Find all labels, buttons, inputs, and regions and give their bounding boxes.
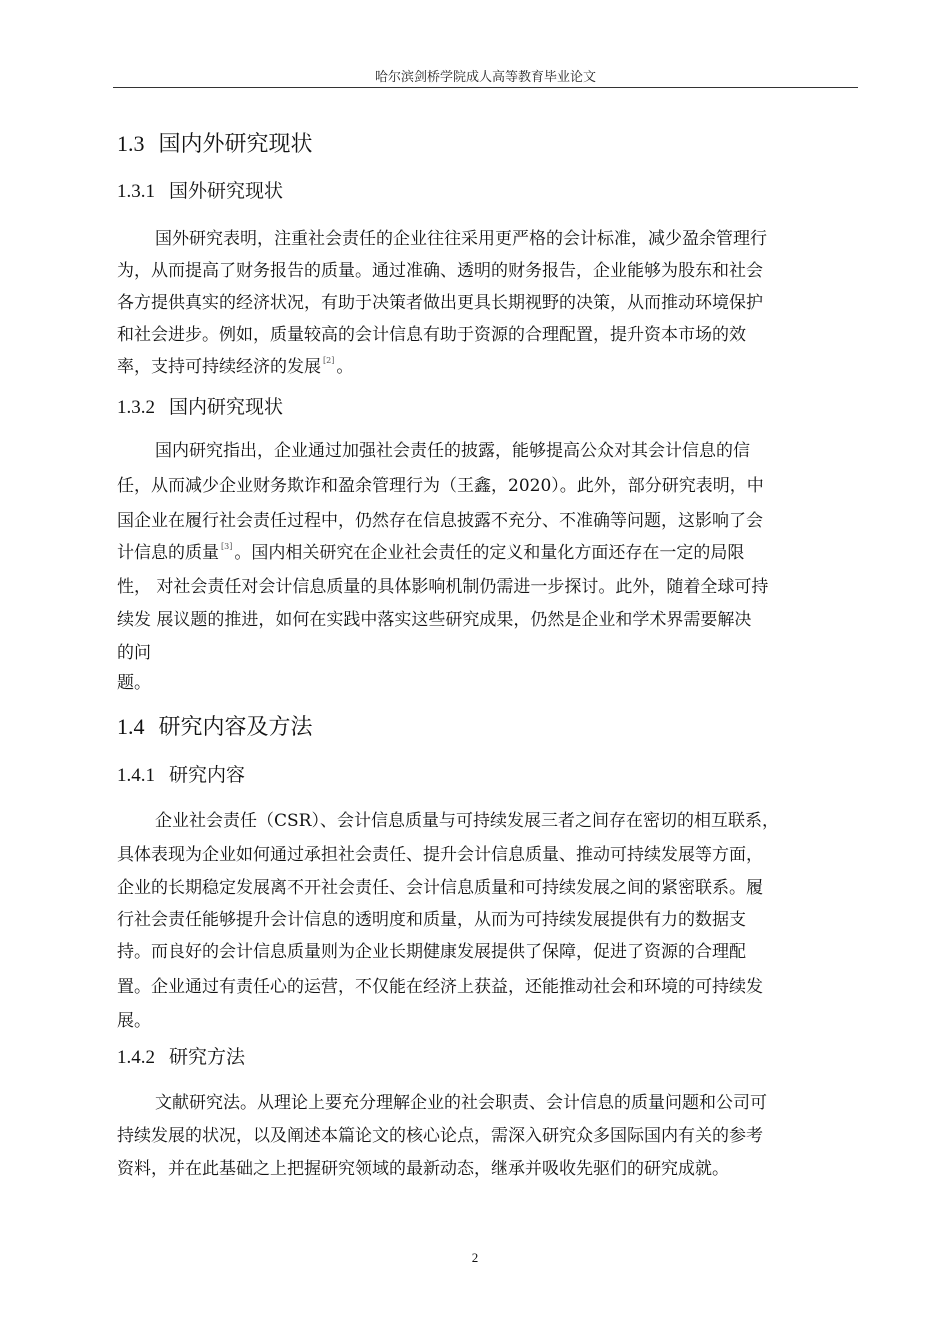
paragraph-line: 置。企业通过有责任心的运营，不仅能在经济上获益，还能推动社会和环境的可持续发 [117,977,763,997]
line-text: 率，支持可持续经济的发展 [117,357,321,377]
paragraph-line: 题。 [117,673,151,693]
page-number: 2 [471,1250,479,1265]
paragraph-line: 展。 [117,1011,151,1031]
section-heading-1-3-2 [117,392,283,419]
section-number: 1.3 [117,131,145,156]
section-title: 国外研究现状 [169,180,284,202]
paragraph-line: 的问 [117,643,151,663]
section-heading-1-4-1 [117,760,245,787]
section-title: 研究内容 [169,764,246,786]
section-number: 1.3.2 [117,397,155,418]
header-rule [113,87,858,88]
section-heading-1-4 [117,710,313,741]
paragraph-line: 行社会责任能够提升会计信息的透明度和质量，从而为可持续发展提供有力的数据支 [117,910,746,930]
citation-ref[interactable]: [2] [323,356,335,365]
section-number: 1.4.2 [117,1047,155,1068]
paragraph-line: 企业的长期稳定发展离不开社会责任、会计信息质量和可持续发展之间的紧密联系。履 [117,878,763,898]
paragraph-line: 国内研究指出，企业通过加强社会责任的披露，能够提高公众对其会计信息的信 [155,441,750,461]
section-number: 1.4.1 [117,765,155,786]
section-number: 1.4 [117,714,145,739]
paragraph-line [117,352,353,377]
paragraph-line: 国企业在履行社会责任过程中，仍然存在信息披露不充分、不准确等问题，这影响了会 [117,511,763,531]
paragraph-line: 企业社会责任（CSR）、会计信息质量与可持续发展三者之间存在密切的相互联系， [155,811,779,831]
section-title: 研究方法 [169,1046,246,1068]
paragraph-line: 续发 展议题的推进，如何在实践中落实这些研究成果，仍然是企业和学术界需要解决 [117,610,752,630]
paragraph-line [117,538,744,563]
paragraph-line: 资料，并在此基础之上把握研究领域的最新动态，继承并吸收先驱们的研究成就。 [117,1159,729,1179]
paragraph-line: 任，从而减少企业财务欺诈和盈余管理行为（王鑫，2020）。此外，部分研究表明，中 [117,476,764,496]
section-title: 国内研究现状 [169,396,284,418]
paragraph-line: 持续发展的状况，以及阐述本篇论文的核心论点，需深入研究众多国际国内有关的参考 [117,1126,763,1146]
paragraph-line: 和社会进步。例如，质量较高的会计信息有助于资源的合理配置，提升资本市场的效 [117,325,746,345]
section-title: 国内外研究现状 [158,132,313,157]
section-heading-1-3-1 [117,176,283,203]
page-header: 哈尔滨剑桥学院成人高等教育毕业论文 [374,70,596,85]
paragraph-line: 性， 对社会责任对会计信息质量的具体影响机制仍需进一步探讨。此外，随着全球可持 [117,577,769,597]
citation-ref[interactable]: [3] [221,542,233,551]
line-text: 。 [336,357,354,377]
paragraph-line: 文献研究法。从理论上要充分理解企业的社会职责、会计信息的质量问题和公司可 [155,1093,767,1113]
line-text: 计信息的质量 [117,543,219,563]
section-heading-1-3 [117,127,313,158]
paragraph-line: 具体表现为企业如何通过承担社会责任、提升会计信息质量、推动可持续发展等方面， [117,845,763,865]
section-heading-1-4-2 [117,1042,245,1069]
paragraph-line: 国外研究表明，注重社会责任的企业往往采用更严格的会计标准，减少盈余管理行 [155,229,767,249]
section-number: 1.3.1 [117,181,155,202]
line-text: 。国内相关研究在企业社会责任的定义和量化方面还存在一定的局限 [234,543,745,563]
section-title: 研究内容及方法 [158,715,313,740]
paragraph-line: 为，从而提高了财务报告的质量。通过准确、透明的财务报告，企业能够为股东和社会 [117,261,763,281]
paragraph-line: 各方提供真实的经济状况，有助于决策者做出更具长期视野的决策，从而推动环境保护 [117,293,763,313]
paragraph-line: 持。而良好的会计信息质量则为企业长期健康发展提供了保障，促进了资源的合理配 [117,942,746,962]
